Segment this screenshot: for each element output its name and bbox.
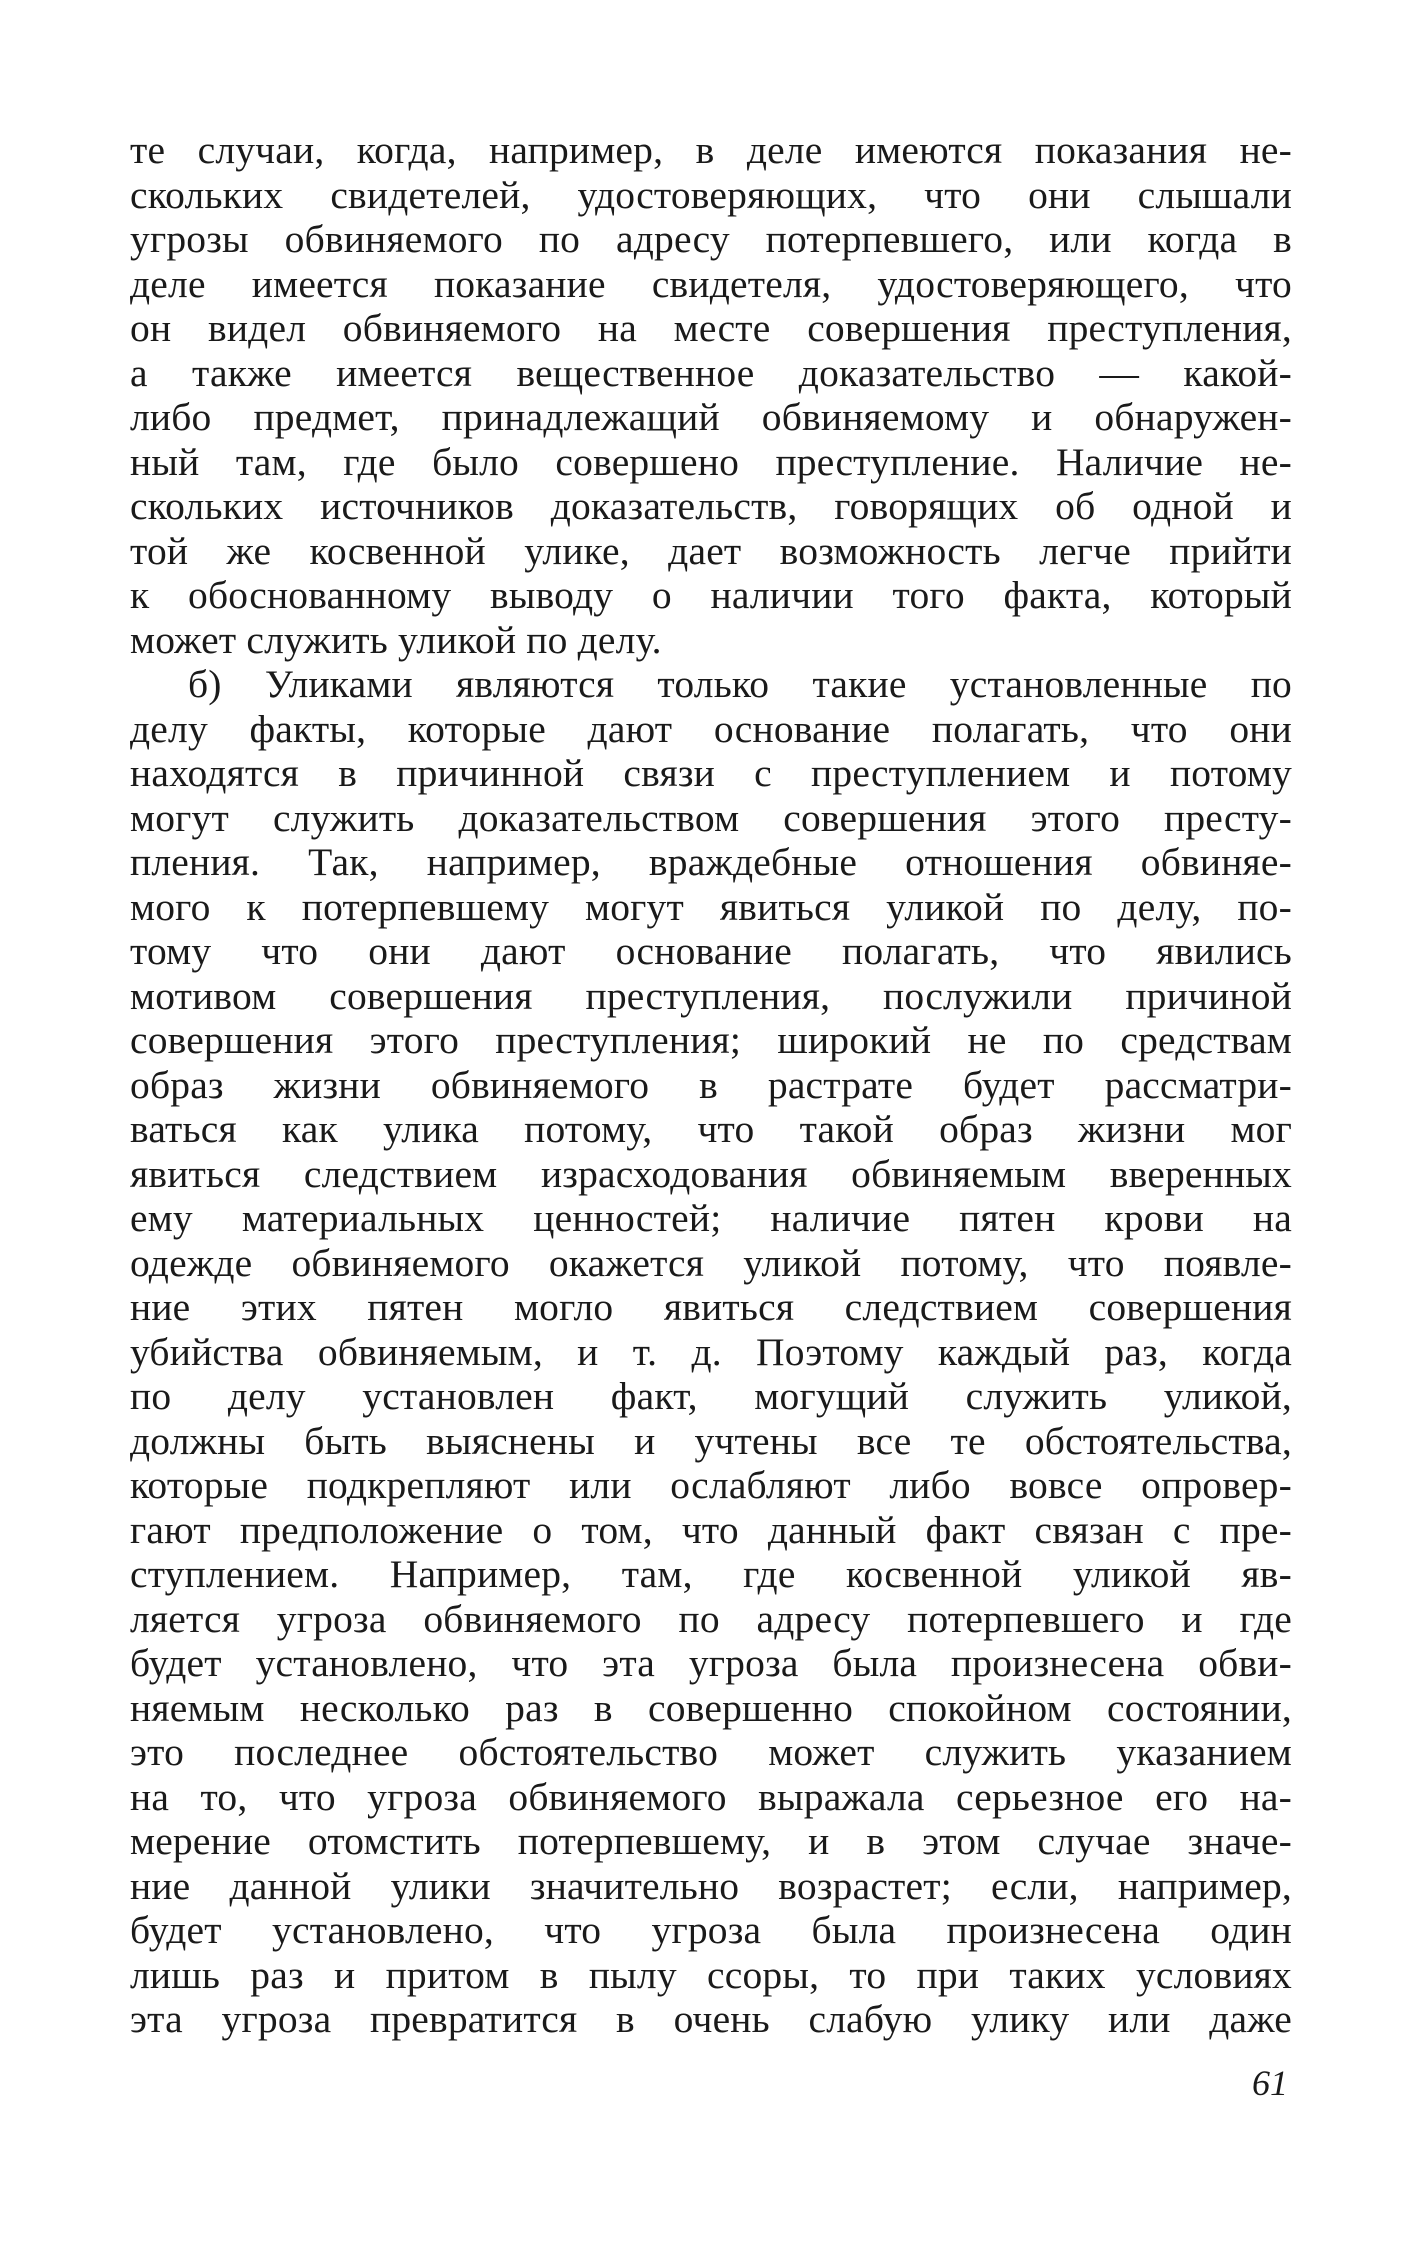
text-line: той же косвенной улике, дает возможность легче прийти	[130, 528, 1292, 573]
text-line: ный там, где было совершено преступление. Наличие не-	[130, 439, 1292, 484]
text-line: мерение отомстить потерпевшему, и в этом случае значе-	[130, 1819, 1292, 1863]
text-line: гают предположение о том, что данный факт связан с пре-	[130, 1507, 1292, 1552]
text-line: скольких источников доказательств, говорящих об одной и	[130, 484, 1292, 528]
text-line: он видел обвиняемого на месте совершения преступления,	[130, 306, 1292, 350]
text-line: будет установлено, что эта угроза была произнесена обви-	[130, 1641, 1292, 1685]
text-line: ему материальных ценностей; наличие пятен крови на	[130, 1196, 1292, 1240]
page-number: 61	[1252, 2063, 1288, 2103]
text-line: к обоснованному выводу о наличии того факта, который	[130, 573, 1292, 617]
text-line: лишь раз и притом в пылу ссоры, то при таких условиях	[130, 1952, 1292, 1997]
text-line: должны быть выяснены и учтены все те обстоятельства,	[130, 1418, 1292, 1463]
text-line: деле имеется показание свидетеля, удостоверяющего, что	[130, 261, 1292, 306]
text-line: пления. Так, например, враждебные отношения обвиняе-	[130, 840, 1292, 884]
text-line: убийства обвиняемым, и т. д. Поэтому каждый раз, когда	[130, 1329, 1292, 1374]
text-line: либо предмет, принадлежащий обвиняемому и обнаружен-	[130, 395, 1292, 439]
text-line: эта угроза превратится в очень слабую улику или даже	[130, 1997, 1292, 2041]
text-line: те случаи, когда, например, в деле имеются показания не-	[130, 128, 1292, 172]
text-line: явиться следствием израсходования обвиняемым вверенных	[130, 1151, 1292, 1196]
text-line: могут служить доказательством совершения этого престу-	[130, 795, 1292, 840]
text-line: по делу установлен факт, могущий служить уликой,	[130, 1374, 1292, 1418]
text-line: ваться как улика потому, что такой образ жизни мог	[130, 1107, 1292, 1151]
text-line: ние этих пятен могло явиться следствием совершения	[130, 1285, 1292, 1329]
text-line: угрозы обвиняемого по адресу потерпевшего, или когда в	[130, 217, 1292, 261]
text-line: мотивом совершения преступления, послужили причиной	[130, 973, 1292, 1018]
text-line: ние данной улики значительно возрастет; если, например,	[130, 1863, 1292, 1908]
text-line: совершения этого преступления; широкий не по средствам	[130, 1018, 1292, 1062]
text-line: няемым несколько раз в совершенно спокойном состоянии,	[130, 1685, 1292, 1730]
text-line: мого к потерпевшему могут явиться уликой по делу, по-	[130, 884, 1292, 929]
text-line: ступлением. Например, там, где косвенной уликой яв-	[130, 1552, 1292, 1596]
text-line: это последнее обстоятельство может служить указанием	[130, 1730, 1292, 1774]
paragraph-start-line: б) Уликами являются только такие установленные по	[188, 662, 1292, 706]
text-line: которые подкрепляют или ослабляют либо вовсе опровер-	[130, 1463, 1292, 1507]
text-line: находятся в причинной связи с преступлением и потому	[130, 751, 1292, 795]
text-line: скольких свидетелей, удостоверяющих, что они слышали	[130, 172, 1292, 217]
paragraph-end-line: может служить уликой по делу.	[130, 617, 662, 662]
text-line: будет установлено, что угроза была произнесена один	[130, 1908, 1292, 1952]
text-line: одежде обвиняемого окажется уликой потому, что появле-	[130, 1240, 1292, 1285]
body-text	[130, 128, 1292, 2042]
text-line: образ жизни обвиняемого в растрате будет рассматри-	[130, 1062, 1292, 1107]
text-line: ляется угроза обвиняемого по адресу потерпевшего и где	[130, 1596, 1292, 1641]
text-line: тому что они дают основание полагать, что явились	[130, 929, 1292, 973]
text-line: делу факты, которые дают основание полагать, что они	[130, 706, 1292, 751]
text-line: а также имеется вещественное доказательство — какой-	[130, 350, 1292, 395]
text-line: на то, что угроза обвиняемого выражала серьезное его на-	[130, 1774, 1292, 1819]
